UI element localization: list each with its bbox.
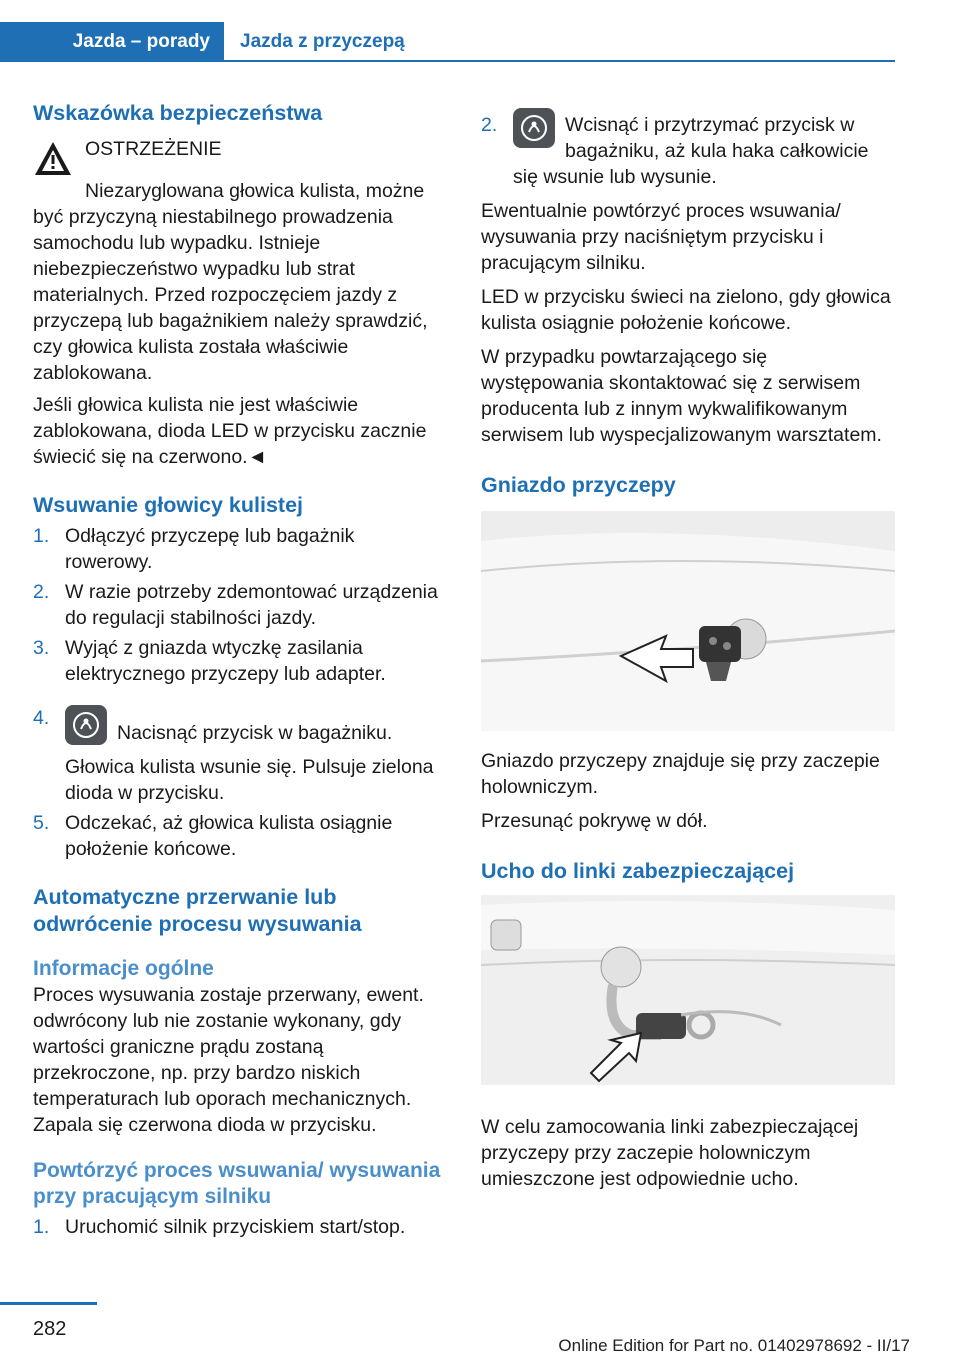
eye-text: W celu zamocowania linki zabezpieczającej przyczepy przy zaczepie holowniczym umieszczone jest odpowiednie ucho. [481,1116,859,1190]
socket-text-2: Przesunąć pokrywę w dół. [481,810,708,832]
paragraph-led: LED w przycisku świeci na zielono, gdy głowica kulista osiągnie położenie końcowe. [481,286,891,334]
warning-title: OSTRZEŻENIE [85,138,222,160]
step-number: 1. [33,525,50,547]
step-number: 1. [33,1216,50,1238]
step-number: 3. [33,637,50,659]
repeat-heading: Powtórzyć proces wsuwania/ wysuwania przy pracującym silniku [33,1159,441,1208]
edition-footer: Online Edition for Part no. 01402978692 - II/17 [558,1336,910,1355]
step-text: W razie potrzeby zdemontować urządzenia do regulacji stabilności jazdy. [65,581,438,629]
step-number: 2. [481,114,498,136]
left-column [33,100,447,1240]
repeat-steps-list [33,1214,447,1240]
warning-text-2: Jeśli głowica kulista nie jest właściwie zablokowana, dioda LED w przycisku zacznie świecić się na czerwono.◄ [33,394,427,468]
trunk-button-icon [65,705,107,745]
step-text: Uruchomić silnik przyciskiem start/stop. [65,1216,406,1238]
paragraph-repeat: Ewentualnie powtórzyć proces wsuwania/ wysuwania przy naciśniętym przycisku i pracującym silniku. [481,200,841,274]
eye-heading: Ucho do linki zabezpieczającej [481,859,795,883]
auto-heading: Automatyczne przerwanie lub odwrócenie procesu wysuwania [33,885,362,936]
warning-triangle-icon [33,139,73,179]
retract-steps-list [33,523,447,862]
step-text: Nacisnąć przycisk w bagażniku. [117,722,393,744]
repeat-steps-continued [481,112,895,190]
page-number: 282 [33,1318,67,1340]
list-item [481,112,895,190]
step-number: 5. [33,812,50,834]
warning-block [33,136,447,179]
step-extra-text: Głowica kulista wsunie się. Pulsuje zielona dioda w przycisku. [65,756,434,804]
info-text: Proces wysuwania zostaje przerwany, ewent. odwrócony lub nie zostanie wykonany, gdy wartości graniczne prądu zostaną przekroczone, np. przy bardzo niskich temperaturach lub oporach mechanicznych. Zapala się czerwona dioda w przycisku. [33,984,424,1136]
right-column [481,112,895,1192]
trailer-socket-photo [481,511,895,731]
list-item [33,635,447,687]
header-divider [0,60,895,62]
step-text: Wyjąć z gniazda wtyczkę zasilania elektrycznego przyczepy lub adapter. [65,637,386,685]
tab-jazda-z-przyczepa[interactable]: Jazda z przyczepą [240,31,405,52]
list-item [33,705,447,806]
step-text: Odczekać, aż głowica kulista osiągnie położenie końcowe. [65,812,393,860]
socket-text-1: Gniazdo przyczepy znajduje się przy zaczepie holowniczym. [481,750,880,798]
info-heading: Informacje ogólne [33,957,214,980]
safety-heading: Wskazówka bezpieczeństwa [33,101,323,125]
list-item [33,579,447,631]
safety-eye-photo [481,895,895,1085]
socket-heading: Gniazdo przyczepy [481,473,676,497]
step-number: 2. [33,581,50,603]
step-text: Wcisnąć i przytrzymać przycisk w bagażniku, aż kula haka całkowicie się wsunie lub wysunie. [513,114,869,188]
step-text: Odłączyć przyczepę lub bagażnik rowerowy. [65,525,355,573]
step-number: 4. [33,707,50,729]
list-item [33,810,447,862]
paragraph-service: W przypadku powtarzającego się występowania skontaktować się z serwisem producenta lub z innym wykwalifikowanym serwisem lub wyspecjalizowanym warsztatem. [481,346,882,446]
list-item [33,1214,447,1240]
warning-text: Niezaryglowana głowica kulista, możne być przyczyną niestabilnego prowadzenia samochodu lub wypadku. Istnieje niebezpieczeństwo wypadku lub strat materialnych. Przed rozpoczęciem jazdy z przyczepą lub bagażnikiem należy sprawdzić, czy głowica kulista została właściwie zablokowana. [33,180,428,384]
header-tabs [0,0,895,62]
tab-jazda-porady[interactable]: Jazda – porady [0,22,224,62]
page-number-bar [0,1302,97,1305]
trunk-button-icon [513,108,555,148]
retract-heading: Wsuwanie głowicy kulistej [33,493,304,517]
list-item [33,523,447,575]
